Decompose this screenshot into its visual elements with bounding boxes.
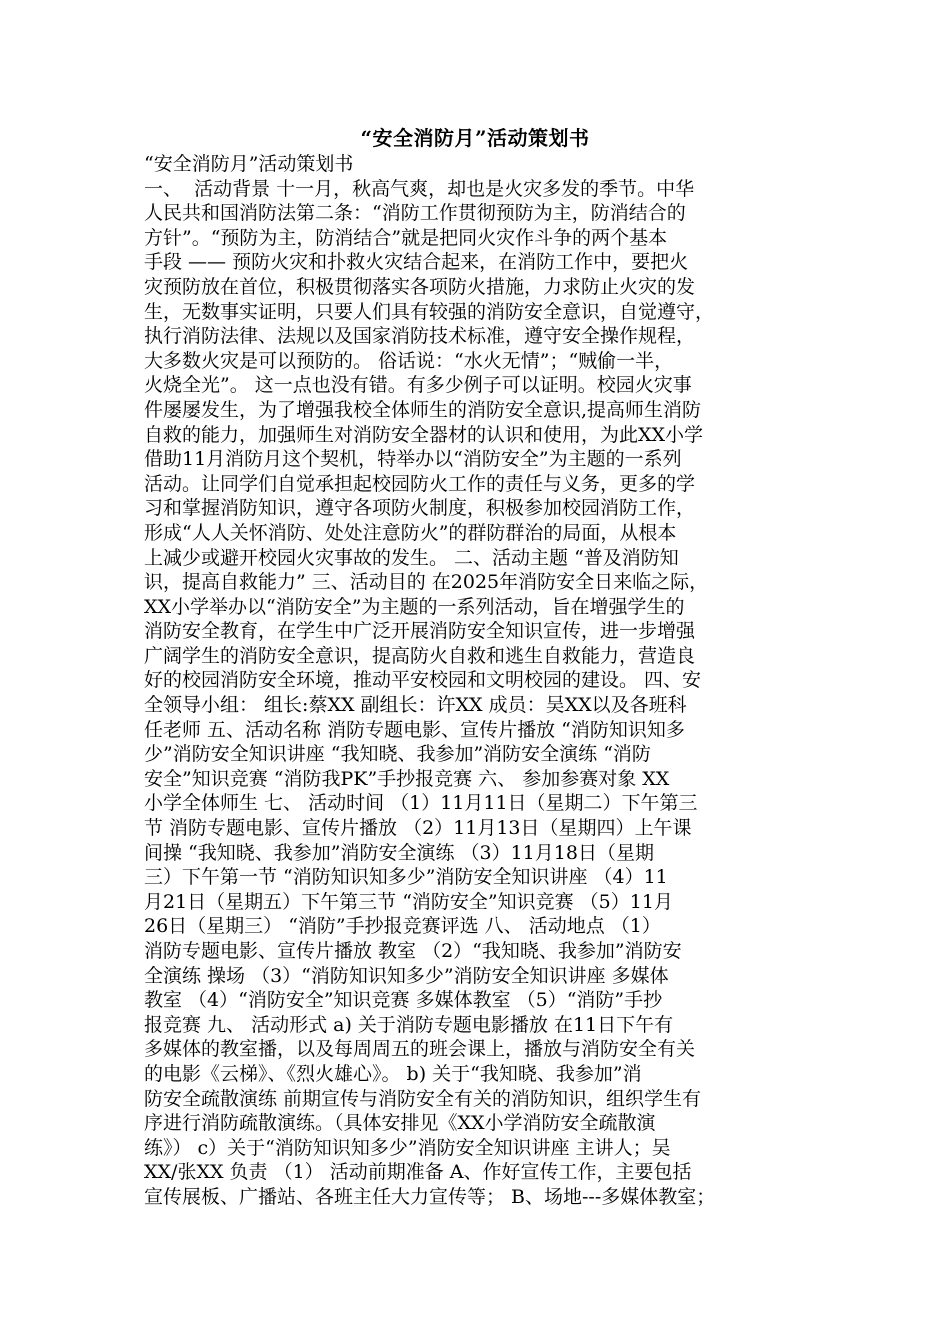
body-line: XX小学举办以“消防安全”为主题的一系列活动，旨在增强学生的: [144, 595, 685, 618]
body-line: 消防专题电影、宣传片播放 教室 （2）“我知晓、我参加”消防安: [144, 940, 682, 962]
body-line: 生，无数事实证明，只要人们具有较强的消防安全意识，自觉遵守，: [144, 300, 715, 323]
body-line: 小学全体师生 七、 活动时间 （1）11月11日（星期二）下午第三: [144, 792, 698, 815]
body-line: 活动。让同学们自觉承担起校园防火工作的责任与义务，更多的学: [144, 472, 696, 495]
body-line: XX/张XX 负责 （1） 活动前期准备 A、作好宣传工作，主要包括: [144, 1161, 692, 1184]
document-body: [144, 152, 812, 1210]
body-line: 识，提高自救能力” 三、活动目的 在2025年消防安全日来临之际，: [144, 571, 709, 594]
body-line: 任老师 五、活动名称 消防专题电影、宣传片播放 “消防知识知多: [144, 718, 685, 741]
body-line: 手段 —— 预防火灾和扑救火灾结合起来，在消防工作中，要把火: [144, 251, 689, 274]
body-line: 全领导小组： 组长:蔡XX 副组长：许XX 成员：吴XX以及各班科: [144, 694, 687, 717]
body-line: “安全消防月”活动策划书: [144, 153, 354, 175]
body-line: 灾预防放在首位，积极贯彻落实各项防火措施，力求防止火灾的发: [144, 275, 696, 298]
body-line: 自救的能力，加强师生对消防安全器材的认识和使用，为此XX小学: [144, 423, 704, 446]
body-line: 序进行消防疏散演练。（具体安排见《XX小学消防安全疏散演: [144, 1112, 656, 1135]
body-line: 火烧全光”。 这一点也没有错。有多少例子可以证明。校园火灾事: [144, 374, 692, 397]
body-line: 方针”。“预防为主，防消结合”就是把同火灾作斗争的两个基本: [144, 226, 668, 249]
body-line: 26日（星期三） “消防”手抄报竞赛评选 八、 活动地点 （1）: [144, 915, 661, 938]
body-line: 宣传展板、广播站、各班主任大力宣传等； B、场地---多媒体教室；: [144, 1185, 716, 1208]
body-line: 报竞赛 九、 活动形式 a) 关于消防专题电影播放 在11日下午有: [144, 1013, 674, 1036]
body-line: 一、 活动背景 十一月，秋高气爽，却也是火灾多发的季节。中华: [144, 177, 695, 200]
body-line: 安全”知识竞赛 “消防我PK”手抄报竞赛 六、 参加参赛对象 XX: [144, 767, 670, 790]
body-line: 全演练 操场 （3）“消防知识知多少”消防安全知识讲座 多媒体: [144, 964, 669, 987]
body-line: 多媒体的教室播，以及每周周五的班会课上，播放与消防安全有关: [144, 1038, 696, 1061]
body-line: 形成“人人关怀消防、处处注意防火”的群防群治的局面，从根本: [144, 521, 677, 544]
body-line: 借助11月消防月这个契机，特举办以“消防安全”为主题的一系列: [144, 448, 682, 471]
body-line: 大多数火灾是可以预防的。 俗话说：“水火无情”；“贼偷一半，: [144, 349, 674, 372]
body-line: 节 消防专题电影、宣传片播放 （2）11月13日（星期四）上午课: [144, 817, 692, 840]
body-line: 人民共和国消防法第二条：“消防工作贯彻预防为主，防消结合的: [144, 202, 686, 225]
body-line: 少”消防安全知识讲座 “我知晓、我参加”消防安全演练 “消防: [144, 743, 651, 766]
body-line: 习和掌握消防知识，遵守各项防火制度，积极参加校园消防工作，: [144, 497, 696, 520]
body-line: 的电影《云梯》、《烈火雄心》。 b) 关于“我知晓、我参加”消: [144, 1062, 642, 1085]
body-line: 好的校园消防安全环境，推动平安校园和文明校园的建设。 四、安: [144, 669, 702, 692]
body-line: 执行消防法律、法规以及国家消防技术标准，遵守安全操作规程，: [144, 325, 696, 348]
body-line: 件屡屡发生，为了增强我校全体师生的消防安全意识,提高师生消防: [144, 398, 702, 421]
body-line: 防安全疏散演练 前期宣传与消防安全有关的消防知识，组织学生有: [144, 1087, 702, 1110]
body-line: 上减少或避开校园火灾事故的发生。 二、活动主题 “普及消防知: [144, 546, 679, 569]
body-line: 广阔学生的消防安全意识，提高防火自救和逃生自救能力，营造良: [144, 644, 696, 667]
body-line: 间操 “我知晓、我参加”消防安全演练 （3）11月18日（星期: [144, 841, 654, 864]
body-line: 消防安全教育，在学生中广泛开展消防安全知识宣传，进一步增强: [144, 620, 696, 643]
body-line: 月21日（星期五）下午第三节 “消防安全”知识竞赛 （5）11月: [144, 890, 673, 913]
body-line: 练》） c）关于“消防知识知多少”消防安全知识讲座 主讲人；吴: [144, 1136, 671, 1159]
body-line: 教室 （4）“消防安全”知识竞赛 多媒体教室 （5）“消防”手抄: [144, 989, 663, 1012]
body-line: 三）下午第一节 “消防知识知多少”消防安全知识讲座 （4）11: [144, 866, 668, 889]
document-title: “安全消防月”活动策划书: [360, 126, 590, 150]
